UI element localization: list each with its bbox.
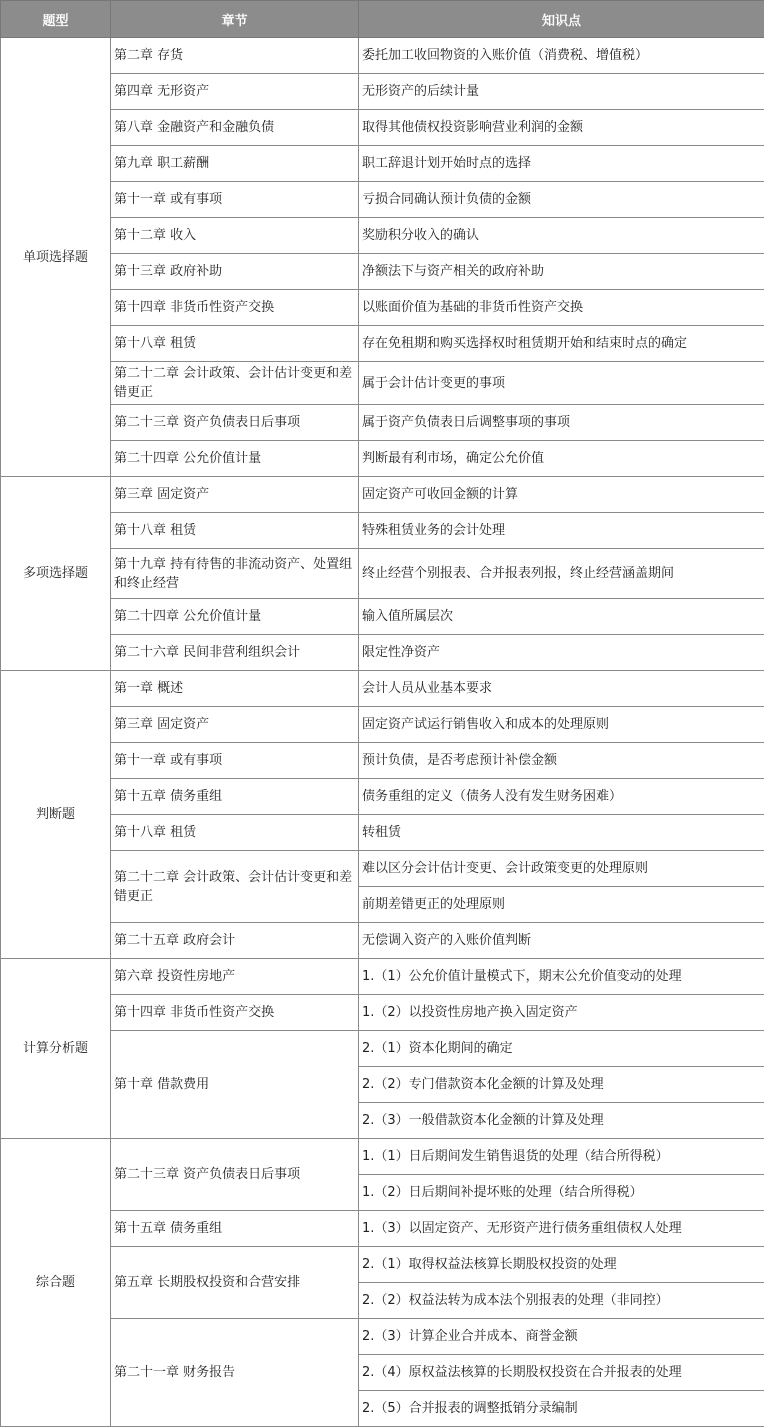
question-type-cell: 判断题 — [1, 671, 111, 959]
table-row — [1, 74, 764, 110]
chapter-cell: 第二十三章 资产负债表日后事项 — [111, 1139, 359, 1211]
chapter-cell: 第一章 概述 — [111, 671, 359, 707]
chapter-cell: 第二十六章 民间非营利组织会计 — [111, 635, 359, 671]
chapter-cell: 第十三章 政府补助 — [111, 254, 359, 290]
table-row — [1, 599, 764, 635]
table-row — [1, 959, 764, 995]
table-body — [1, 38, 764, 1427]
header-knowledge-point: 知识点 — [359, 1, 764, 38]
table-row — [1, 707, 764, 743]
chapter-cell: 第十章 借款费用 — [111, 1031, 359, 1139]
knowledge-point-cell: 限定性净资产 — [359, 635, 764, 671]
knowledge-point-cell: 委托加工收回物资的入账价值（消费税、增值税） — [359, 38, 764, 74]
knowledge-point-cell: 判断最有利市场，确定公允价值 — [359, 441, 764, 477]
header-row — [1, 1, 764, 38]
knowledge-point-cell: 难以区分会计估计变更、会计政策变更的处理原则 — [359, 851, 764, 887]
chapter-cell: 第十四章 非货币性资产交换 — [111, 995, 359, 1031]
table-row — [1, 441, 764, 477]
table-row — [1, 779, 764, 815]
knowledge-point-cell: 1.（3）以固定资产、无形资产进行债务重组债权人处理 — [359, 1211, 764, 1247]
question-type-cell: 综合题 — [1, 1139, 111, 1427]
knowledge-point-cell: 1.（2）日后期间补提坏账的处理（结合所得税） — [359, 1175, 764, 1211]
table-row — [1, 254, 764, 290]
table-row — [1, 38, 764, 74]
question-type-cell: 计算分析题 — [1, 959, 111, 1139]
chapter-cell: 第十二章 收入 — [111, 218, 359, 254]
table-row — [1, 110, 764, 146]
knowledge-point-cell: 取得其他债权投资影响营业利润的金额 — [359, 110, 764, 146]
table-row — [1, 218, 764, 254]
table-row — [1, 1211, 764, 1247]
knowledge-point-cell: 债务重组的定义（债务人没有发生财务困难） — [359, 779, 764, 815]
header-chapter: 章节 — [111, 1, 359, 38]
knowledge-point-cell: 2.（3）一般借款资本化金额的计算及处理 — [359, 1103, 764, 1139]
table-row — [1, 1139, 764, 1175]
knowledge-point-cell: 属于会计估计变更的事项 — [359, 362, 764, 405]
knowledge-point-cell: 固定资产可收回金额的计算 — [359, 477, 764, 513]
knowledge-point-cell: 预计负债，是否考虑预计补偿金额 — [359, 743, 764, 779]
chapter-cell: 第二十二章 会计政策、会计估计变更和差错更正 — [111, 851, 359, 923]
chapter-cell: 第二十五章 政府会计 — [111, 923, 359, 959]
question-type-cell: 单项选择题 — [1, 38, 111, 477]
table-row — [1, 671, 764, 707]
chapter-cell: 第二十三章 资产负债表日后事项 — [111, 405, 359, 441]
knowledge-point-cell: 职工辞退计划开始时点的选择 — [359, 146, 764, 182]
table-row — [1, 851, 764, 887]
knowledge-point-cell: 转租赁 — [359, 815, 764, 851]
chapter-cell: 第二章 存货 — [111, 38, 359, 74]
knowledge-point-cell: 1.（1）日后期间发生销售退货的处理（结合所得税） — [359, 1139, 764, 1175]
table-row — [1, 326, 764, 362]
knowledge-point-cell: 前期差错更正的处理原则 — [359, 887, 764, 923]
chapter-cell: 第二十一章 财务报告 — [111, 1319, 359, 1427]
knowledge-point-cell: 1.（1）公允价值计量模式下，期末公允价值变动的处理 — [359, 959, 764, 995]
knowledge-point-cell: 2.（2）权益法转为成本法个别报表的处理（非同控） — [359, 1283, 764, 1319]
knowledge-point-cell: 2.（3）计算企业合并成本、商誉金额 — [359, 1319, 764, 1355]
table-row — [1, 743, 764, 779]
chapter-cell: 第九章 职工薪酬 — [111, 146, 359, 182]
table-row — [1, 1247, 764, 1283]
table-row — [1, 513, 764, 549]
chapter-cell: 第十八章 租赁 — [111, 513, 359, 549]
table-row — [1, 1319, 764, 1355]
table-row — [1, 1031, 764, 1067]
table-row — [1, 477, 764, 513]
table-row — [1, 923, 764, 959]
knowledge-point-cell: 属于资产负债表日后调整事项的事项 — [359, 405, 764, 441]
chapter-cell: 第十八章 租赁 — [111, 815, 359, 851]
knowledge-point-cell: 2.（4）原权益法核算的长期股权投资在合并报表的处理 — [359, 1355, 764, 1391]
knowledge-point-cell: 2.（2）专门借款资本化金额的计算及处理 — [359, 1067, 764, 1103]
knowledge-point-cell: 无偿调入资产的入账价值判断 — [359, 923, 764, 959]
knowledge-point-cell: 终止经营个别报表、合并报表列报，终止经营涵盖期间 — [359, 549, 764, 599]
knowledge-point-cell: 固定资产试运行销售收入和成本的处理原则 — [359, 707, 764, 743]
knowledge-point-cell: 无形资产的后续计量 — [359, 74, 764, 110]
table-row — [1, 146, 764, 182]
knowledge-point-cell: 输入值所属层次 — [359, 599, 764, 635]
table-row — [1, 549, 764, 599]
chapter-cell: 第五章 长期股权投资和合营安排 — [111, 1247, 359, 1319]
chapter-cell: 第三章 固定资产 — [111, 477, 359, 513]
chapter-cell: 第二十二章 会计政策、会计估计变更和差错更正 — [111, 362, 359, 405]
chapter-cell: 第三章 固定资产 — [111, 707, 359, 743]
table-row — [1, 290, 764, 326]
knowledge-point-cell: 净额法下与资产相关的政府补助 — [359, 254, 764, 290]
knowledge-point-cell: 奖励积分收入的确认 — [359, 218, 764, 254]
table-row — [1, 635, 764, 671]
knowledge-point-cell: 2.（1）取得权益法核算长期股权投资的处理 — [359, 1247, 764, 1283]
knowledge-point-cell: 以账面价值为基础的非货币性资产交换 — [359, 290, 764, 326]
knowledge-point-cell: 2.（1）资本化期间的确定 — [359, 1031, 764, 1067]
chapter-cell: 第十五章 债务重组 — [111, 779, 359, 815]
chapter-cell: 第十一章 或有事项 — [111, 743, 359, 779]
table-row — [1, 995, 764, 1031]
chapter-cell: 第八章 金融资产和金融负债 — [111, 110, 359, 146]
table-row — [1, 815, 764, 851]
question-type-cell: 多项选择题 — [1, 477, 111, 671]
chapter-cell: 第十四章 非货币性资产交换 — [111, 290, 359, 326]
knowledge-point-cell: 特殊租赁业务的会计处理 — [359, 513, 764, 549]
table-row — [1, 362, 764, 405]
chapter-cell: 第二十四章 公允价值计量 — [111, 599, 359, 635]
chapter-cell: 第十一章 或有事项 — [111, 182, 359, 218]
chapter-cell: 第二十四章 公允价值计量 — [111, 441, 359, 477]
knowledge-point-cell: 亏损合同确认预计负债的金额 — [359, 182, 764, 218]
knowledge-point-cell: 2.（5）合并报表的调整抵销分录编制 — [359, 1391, 764, 1427]
chapter-cell: 第十八章 租赁 — [111, 326, 359, 362]
header-question-type: 题型 — [1, 1, 111, 38]
chapter-cell: 第十九章 持有待售的非流动资产、处置组和终止经营 — [111, 549, 359, 599]
chapter-cell: 第六章 投资性房地产 — [111, 959, 359, 995]
chapter-cell: 第十五章 债务重组 — [111, 1211, 359, 1247]
knowledge-point-cell: 会计人员从业基本要求 — [359, 671, 764, 707]
table-row — [1, 405, 764, 441]
knowledge-point-cell: 存在免租期和购买选择权时租赁期开始和结束时点的确定 — [359, 326, 764, 362]
knowledge-point-cell: 1.（2）以投资性房地产换入固定资产 — [359, 995, 764, 1031]
chapter-cell: 第四章 无形资产 — [111, 74, 359, 110]
table-row — [1, 182, 764, 218]
